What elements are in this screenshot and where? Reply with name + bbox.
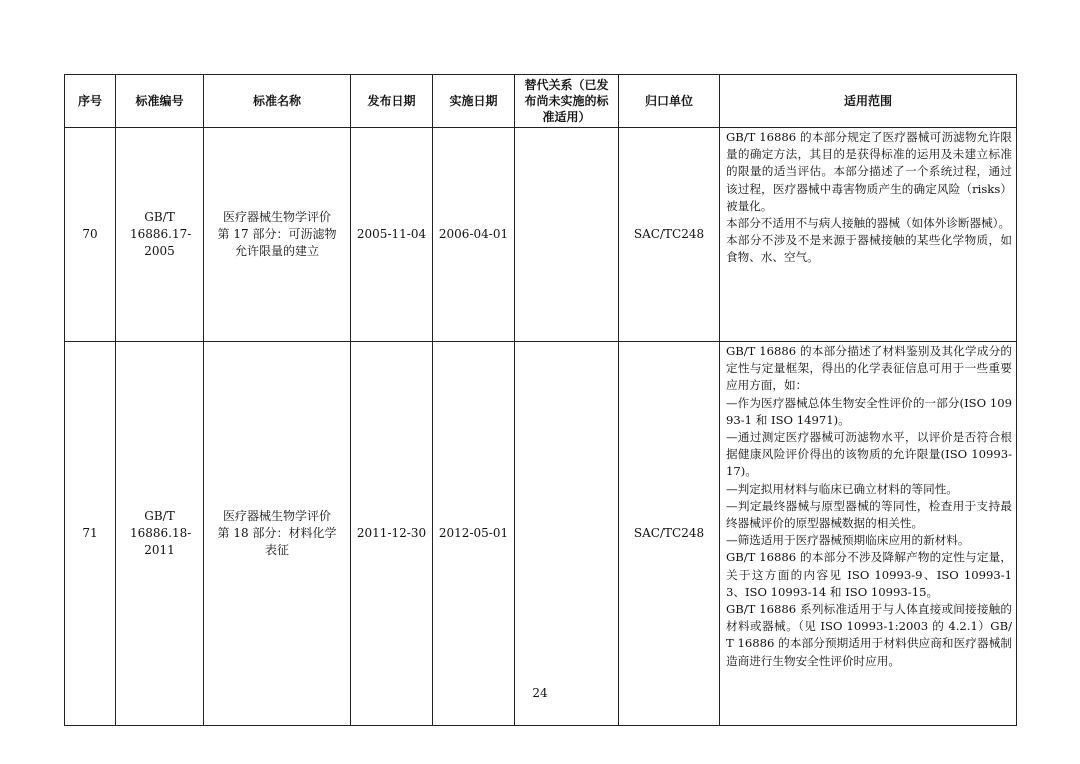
cell-issue-date: 2011-12-30 [351, 342, 433, 726]
table-row [65, 128, 1017, 342]
scope-paragraph: GB/T 16886 的本部分描述了材料鉴别及其化学成分的定性与定量框架，得出的化学表征信息可用于一些重要应用方面，如： [726, 344, 1012, 393]
scope-paragraph: GB/T 16886 系列标准适用于与人体直接或间接接触的材料或器械。（见 ISO 10993-1:2003 的 4.2.1）GB/T 16886 的本部分预期适用于材料供应商和医疗器械制造商进行生物安全性评价时应用。 [726, 602, 1012, 668]
scope-paragraph: —通过测定医疗器械可沥滤物水平，以评价是否符合根据健康风险评价得出的该物质的允许限量(ISO 10993-17)。 [726, 430, 1012, 479]
header-name: 标准名称 [204, 75, 351, 128]
cell-no: 71 [65, 342, 116, 726]
scope-paragraph: —判定最终器械与原型器械的等同性，检查用于支持最终器械评价的原型器械数据的相关性。 [726, 498, 1012, 531]
scope-paragraph: 本部分不涉及不是来源于器械接触的某些化学物质，如食物、水、空气。 [726, 233, 1012, 265]
header-impl-date: 实施日期 [433, 75, 515, 128]
cell-name: 医疗器械生物学评价 第 18 部分：材料化学表征 [204, 342, 351, 726]
page-number: 24 [532, 686, 548, 700]
scope-paragraph: —判定拟用材料与临床已确立材料的等同性。 [726, 481, 958, 496]
header-unit: 归口单位 [619, 75, 720, 128]
cell-impl-date: 2006-04-01 [433, 128, 515, 342]
scope-paragraph: 本部分不适用不与病人接触的器械（如体外诊断器械）。 [726, 216, 1011, 231]
scope-paragraph: GB/T 16886 的本部分不涉及降解产物的定性与定量，关于这方面的内容见 ISO 10993-9、ISO 10993-13、ISO 10993-14 和 ISO 10993-15。 [726, 550, 1012, 599]
scope-paragraph: —作为医疗器械总体生物安全性评价的一部分(ISO 10993-1 和 ISO 14971)。 [726, 395, 1012, 427]
cell-name: 医疗器械生物学评价 第 17 部分：可沥滤物允许限量的建立 [204, 128, 351, 342]
header-issue-date: 发布日期 [351, 75, 433, 128]
cell-scope [720, 342, 1017, 726]
cell-replacement [515, 342, 619, 726]
cell-scope [720, 128, 1017, 342]
cell-impl-date: 2012-05-01 [433, 342, 515, 726]
cell-no: 70 [65, 128, 116, 342]
standards-table [64, 74, 1017, 726]
header-scope: 适用范围 [720, 75, 1017, 128]
header-row [65, 75, 1017, 128]
cell-issue-date: 2005-11-04 [351, 128, 433, 342]
cell-unit: SAC/TC248 [619, 342, 720, 726]
cell-replacement [515, 128, 619, 342]
header-no: 序号 [65, 75, 116, 128]
cell-unit: SAC/TC248 [619, 128, 720, 342]
header-replacement: 替代关系（已发布尚未实施的标准适用） [515, 75, 619, 128]
table-row [65, 342, 1017, 726]
cell-code: GB/T 16886.17-2005 [116, 128, 204, 342]
scope-paragraph: GB/T 16886 的本部分规定了医疗器械可沥滤物允许限量的确定方法，其目的是获得标准的运用及未建立标准的限量的适当评估。本部分描述了一个系统过程，通过该过程，医疗器械中毒害物质产生的确定风险（risks）被量化。 [726, 130, 1012, 213]
header-code: 标准编号 [116, 75, 204, 128]
cell-code: GB/T 16886.18-2011 [116, 342, 204, 726]
scope-paragraph: —筛选适用于医疗器械预期临床应用的新材料。 [726, 533, 970, 548]
